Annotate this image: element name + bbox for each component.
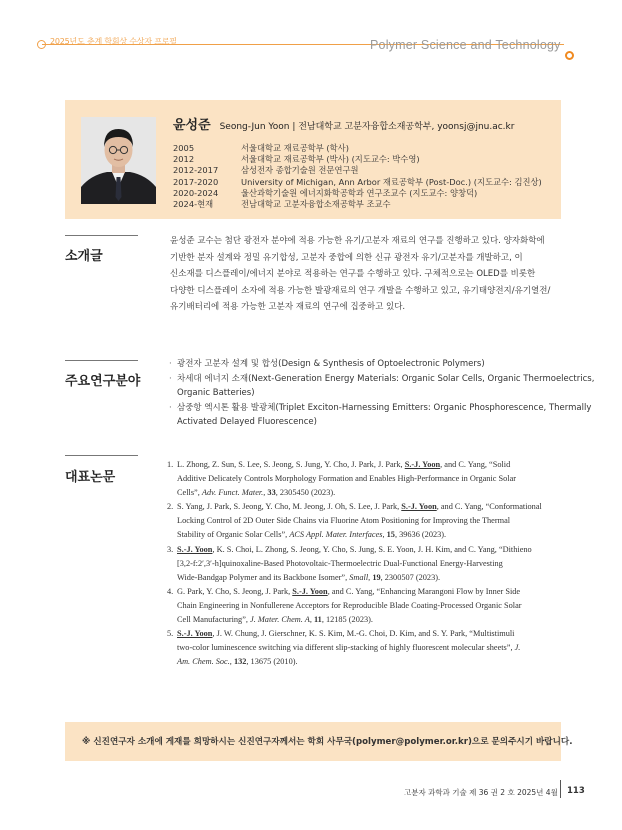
- paper-line: [177, 458, 561, 472]
- research-line: Activated Delayed Fluorescence): [177, 417, 317, 428]
- intro-paragraph: [170, 233, 562, 316]
- paper-line: [3,2-f:2′,3′-h]quinoxaline-Based Photovoltaic-Thermoelectric Dual-Functional Energy-Harvesting: [177, 558, 503, 568]
- paper-journal: Adv. Funct. Mater.: [201, 488, 264, 498]
- paper-item: [167, 543, 561, 585]
- notice-text: ※ 신진연구자 소개에 게재를 희망하시는 신진연구자께서는 학회 사무국(polymer@polymer.or.kr)으로 문의주시기 바랍니다.: [82, 737, 573, 747]
- header-ring-icon-right: [565, 51, 574, 60]
- career-row: [173, 198, 542, 209]
- paper-title-start: , and C. Yang, “Conformational: [436, 502, 542, 512]
- career-row: [173, 165, 542, 176]
- career-desc: 서울대학교 재료공학부 (학사): [241, 142, 349, 153]
- paper-title-middle: two-color luminescence switching via different slip-stacking of highly fluorescent molecular sheets”,: [177, 643, 513, 653]
- paper-line: Am. Chem. Soc., 132, 13675 (2010).: [177, 657, 298, 667]
- intro-line: 신소재를 디스플레이/에너지 분야로 적용하는 연구를 수행하고 있다. 구체적으로는 OLED를 비롯한: [170, 269, 536, 280]
- paper-title-end: Wide-Bandgap Polymer and its Backbone Isomer”,: [177, 572, 348, 582]
- research-item: [168, 372, 595, 401]
- papers-list: [167, 458, 561, 669]
- research-line: · 차세대 에너지 소재(Next-Generation Energy Materials: Organic Solar Cells, Organic Thermoelectrics,: [177, 373, 595, 384]
- paper-item: [167, 627, 561, 669]
- paper-highlight-author: S.-J. Yoon: [177, 629, 213, 639]
- paper-volume: 33: [267, 488, 276, 498]
- career-desc: 서울대학교 재료공학부 (박사) (지도교수: 박수영): [241, 153, 420, 164]
- paper-pages: , 13675 (2010).: [246, 657, 298, 667]
- paper-journal: Small: [349, 572, 369, 582]
- research-item: [168, 401, 592, 430]
- paper-journal: ACS Appl. Mater. Interfaces: [289, 530, 383, 540]
- paper-line: [177, 627, 561, 641]
- profile-photo: [81, 117, 156, 204]
- career-row: [173, 187, 542, 198]
- papers-section-title: 대표논문: [65, 470, 116, 485]
- profile-name-english: Seong-Jun Yoon: [219, 122, 290, 132]
- intro-line: 기반한 분자 설계와 정밀 유기합성, 고분자 중합에 의한 신규 광전자 유기/고분자를 개발하고, 이: [170, 252, 523, 263]
- profile-affiliation: | 전남대학교 고분자융합소재공학부,: [292, 122, 435, 132]
- paper-title-end: Stability of Organic Solar Cells”,: [177, 530, 288, 540]
- paper-number: 2.: [167, 502, 174, 512]
- research-line: · 광전자 고분자 설계 및 합성(Design & Synthesis of Optoelectronic Polymers): [177, 359, 485, 369]
- paper-highlight-author: S.-J. Yoon: [404, 460, 441, 469]
- header-section-label: 2025년도 춘계 학회상 수상자 프로필: [50, 37, 177, 46]
- paper-journal: J. Mater. Chem. A: [250, 615, 310, 625]
- paper-item: [167, 585, 561, 627]
- paper-pages: , 2300507 (2023).: [380, 572, 441, 582]
- career-row: [173, 153, 542, 164]
- paper-line: Chain Engineering in Nonfullerene Acceptors for Reproducible Blade Coating-Processed Organic Solar: [177, 600, 522, 610]
- paper-volume: 15: [386, 530, 395, 540]
- footer-divider: [560, 780, 561, 798]
- paper-number: 5.: [167, 629, 174, 639]
- paper-title-end: Cells”,: [177, 488, 200, 498]
- career-row: [173, 176, 542, 187]
- page-number: 113: [567, 786, 585, 796]
- paper-authors: L. Zhong, Z. Sun, S. Lee, S. Jeong, S. Jung, Y. Cho, J. Park, J. Park,: [177, 460, 403, 469]
- career-year: 2012-2017: [173, 165, 219, 176]
- paper-number: 1.: [167, 460, 174, 469]
- paper-pages: , 39636 (2023).: [394, 530, 447, 540]
- paper-line: [177, 500, 561, 514]
- paper-line: Wide-Bandgap Polymer and its Backbone Isomer”, Small, 19, 2300507 (2023).: [177, 572, 441, 582]
- paper-line: Additive Delicately Controls Morphology Formation and Enables High-Performance in Organic Solar: [177, 474, 517, 484]
- section-divider: [65, 235, 138, 236]
- career-year: 2012: [173, 153, 195, 164]
- paper-line: Cells”, Adv. Funct. Mater., 33, 2305450 (2023).: [177, 488, 336, 498]
- paper-pages: , 12185 (2023).: [321, 615, 373, 625]
- intro-section-title: 소개글: [65, 249, 103, 264]
- section-divider: [65, 360, 138, 361]
- profile-name-korean: 윤성준: [173, 118, 211, 133]
- paper-line: [177, 585, 561, 599]
- paper-journal-start: J.: [514, 643, 521, 653]
- profile-name-row: [173, 114, 514, 133]
- research-list: [168, 357, 595, 430]
- paper-authors: S. Yang, J. Park, S. Jeong, Y. Cho, M. Jeong, J. Oh, S. Lee, J. Park,: [177, 502, 400, 512]
- career-year: 2005: [173, 142, 195, 153]
- paper-item: [167, 458, 561, 500]
- paper-title-end: Cell Manufacturing”,: [177, 615, 248, 625]
- paper-line: [177, 641, 561, 655]
- footer-journal-info: 고분자 과학과 기술 제 36 권 2 호 2025년 4월: [404, 788, 558, 797]
- paper-volume: 11: [313, 615, 322, 625]
- paper-volume: 19: [372, 572, 381, 582]
- paper-item: [167, 500, 561, 542]
- intro-line: 다양한 디스플레이 소자에 적용 가능한 발광재료의 연구 개발을 수행하고 있고, 유기태양전지/유기열전/: [170, 285, 551, 296]
- paper-title-start: , J. W. Chung, J. Gierschner, K. S. Kim, M.-G. Choi, D. Kim, and S. Y. Park, “Multistimuli: [212, 629, 515, 639]
- paper-volume: 132: [233, 657, 247, 667]
- career-desc: 전남대학교 고분자융합소재공학부 조교수: [241, 199, 391, 210]
- career-row: [173, 142, 542, 153]
- paper-journal: Am. Chem. Soc.: [177, 657, 230, 667]
- paper-highlight-author: S.-J. Yoon: [292, 586, 328, 596]
- research-line: Organic Batteries): [177, 388, 255, 399]
- career-year: 2017-2020: [173, 176, 219, 187]
- intro-line: 유기배터리에 적용 가능한 고분자 재료의 연구에 집중하고 있다.: [170, 302, 406, 313]
- profile-email: yoonsj@jnu.ac.kr: [437, 122, 515, 132]
- intro-line: 윤성준 교수는 첨단 광전자 분야에 적용 가능한 유기/고분자 재료의 연구를 진행하고 있다. 양자화학에: [170, 236, 545, 246]
- paper-authors: G. Park, Y. Cho, S. Jeong, J. Park,: [177, 586, 291, 596]
- research-item: [168, 357, 563, 372]
- paper-line: [177, 543, 561, 557]
- career-desc: 울산과학기술원 에너지화학공학과 연구조교수 (지도교수: 양창덕): [241, 187, 478, 198]
- paper-pages: , 2305450 (2023).: [275, 488, 336, 498]
- paper-title-start: , and C. Yang, “Enhancing Marangoni Flow by Inner Side: [327, 586, 521, 596]
- paper-line: Locking Control of 2D Outer Side Chains via Fluorine Atom Positioning for Improving the Thermal: [177, 516, 511, 526]
- career-year: 2024-현재: [173, 199, 214, 210]
- paper-line: Cell Manufacturing”, J. Mater. Chem. A, 11, 12185 (2023).: [177, 615, 373, 625]
- paper-highlight-author: S.-J. Yoon: [177, 544, 213, 554]
- paper-highlight-author: S.-J. Yoon: [401, 502, 437, 512]
- paper-number: 4.: [167, 586, 174, 596]
- research-section-title: 주요연구분야: [65, 374, 141, 389]
- research-line: · 삼중항 엑시톤 활용 발광체(Triplet Exciton-Harnessing Emitters: Organic Phosphorescence, Thermally: [177, 402, 592, 413]
- career-desc: 삼성전자 종합기술원 전문연구원: [241, 165, 359, 176]
- section-divider: [65, 455, 138, 456]
- paper-line: Stability of Organic Solar Cells”, ACS Appl. Mater. Interfaces, 15, 39636 (2023).: [177, 530, 447, 540]
- paper-number: 3.: [167, 544, 174, 554]
- paper-title-start: , K. S. Choi, L. Zhong, S. Jeong, Y. Cho, S. Jung, S. E. Yoon, J. H. Kim, and C. Yang, “Dithieno: [212, 544, 532, 554]
- career-list: [173, 142, 542, 210]
- career-desc: University of Michigan, Ann Arbor 재료공학부 (Post-Doc.) (지도교수: 김진상): [241, 176, 542, 187]
- paper-title-start: , and C. Yang, “Solid: [440, 460, 511, 469]
- header-journal-title: Polymer Science and Technology: [370, 38, 561, 52]
- career-year: 2020-2024: [173, 187, 219, 198]
